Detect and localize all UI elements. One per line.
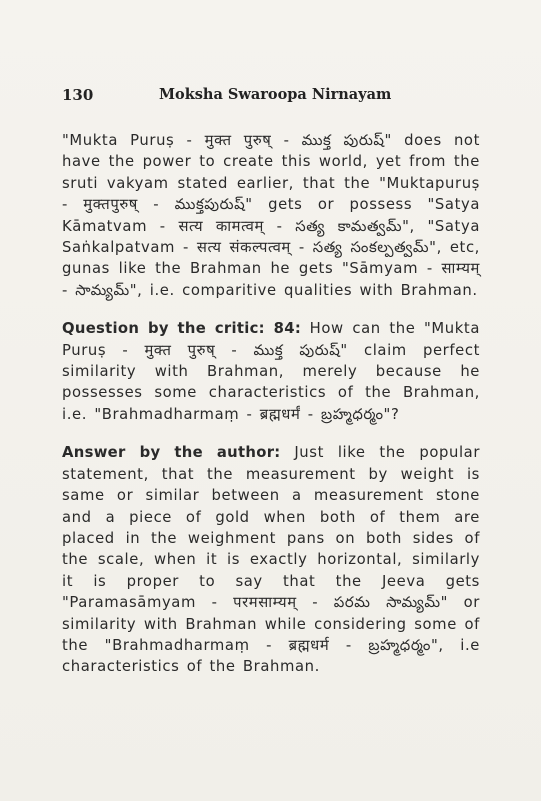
page-number: 130 xyxy=(62,86,94,104)
page-body xyxy=(62,130,480,695)
paragraph-answer xyxy=(62,442,480,677)
paragraph-text: How can the "Mukta Puruṣ - मुक्त पुरुष् - ముక్త పురుష్" claim perfect similarity with Brahman, merely because he possesses some characteristics of the Brahman, i.e. "Brahmadharmaṃ - ब्रह्मधर्मं - బ్రహ్మధర్మం"? xyxy=(62,320,480,423)
paragraph-mukta-purush xyxy=(62,130,480,301)
paragraph-text: "Mukta Puruṣ - मुक्त पुरुष् - ముక్త పురుష్" does not have the power to create this world, yet from the sruti vakyam stated earlier, that the "Muktapuruṣ - मुक्तपुरुष् - ముక్తపురుష్" gets or possess "Satya Kāmatvam - सत्य कामत्वम् - సత్య కామత్వమ్", "Satya Saṅkalpatvam - सत्य संकल्पत्वम् - సత్య సంకల్పత్వమ్", etc, gunas like the Brahman he gets "Sāmyam - साम्यम् - సామ్యమ్", i.e. comparitive qualities with Brahman. xyxy=(62,132,480,299)
paragraph-text: Just like the popular statement, that the measurement by weight is same or similar between a measurement stone and a piece of gold when both of them are placed in the weighment pans on both sides of the scale, when it is exactly horizontal, similarly it is proper to say that the Jeeva gets "Paramasāmyam - परमसाम्यम् - పరమ సామ్యమ్" or similarity with Brahman while considering some of the "Brahmadharmaṃ - ब्रह्मधर्म - బ్రహ్మధర్మం", i.e characteristics of the Brahman. xyxy=(62,444,481,676)
running-title: Moksha Swaroopa Nirnayam xyxy=(159,86,392,103)
page-header xyxy=(62,86,479,106)
answer-heading: Answer by the author: xyxy=(62,444,281,462)
paragraph-question-84 xyxy=(62,318,480,425)
question-heading: Question by the critic: 84: xyxy=(62,320,302,338)
